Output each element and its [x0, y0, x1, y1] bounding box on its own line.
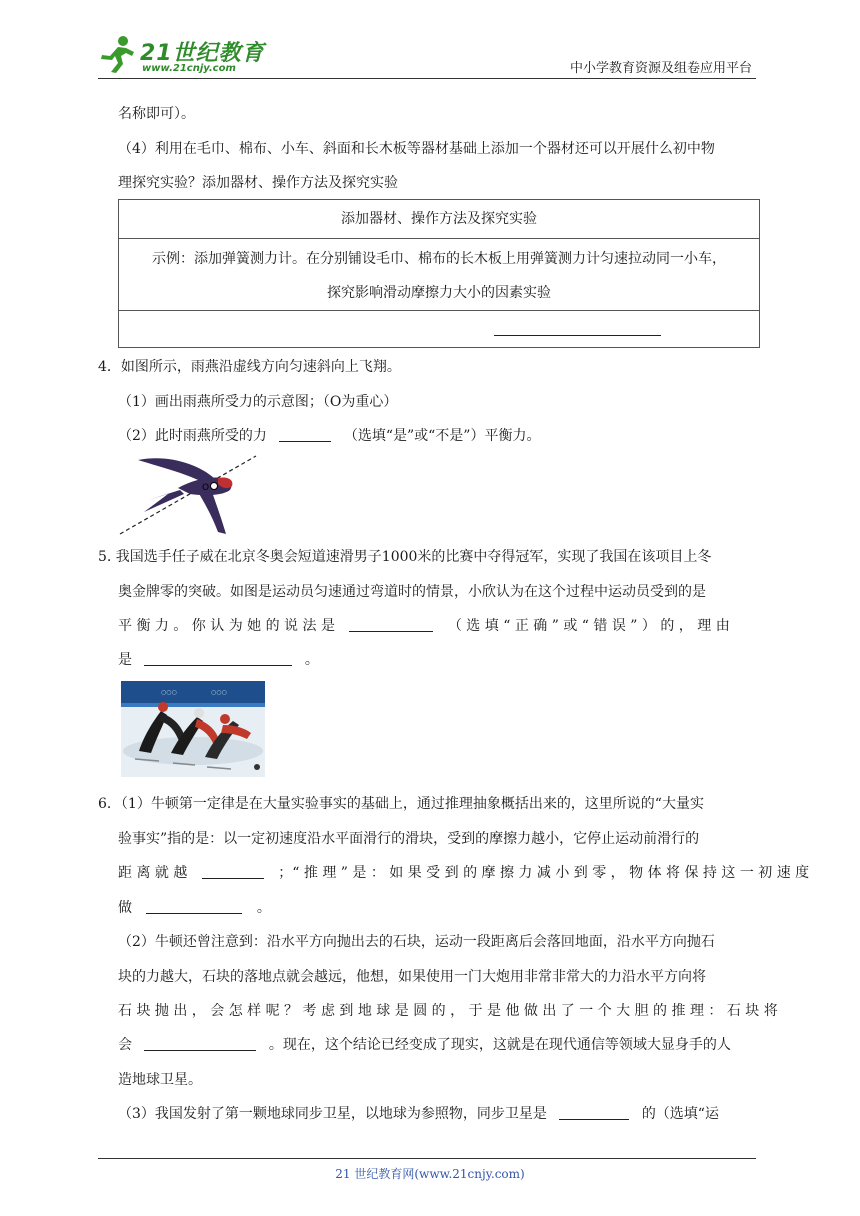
speed-skaters-photo [121, 681, 265, 777]
q6-line2: 验事实”指的是：以一定初速度沿水平面滑行的滑块，受到的摩擦力越小，它停止运动前滑行的 [118, 831, 700, 847]
q4-part2: （2）此时雨燕所受的力 （选填“是”或“不是”）平衡力。 [118, 428, 541, 444]
q4-blank[interactable] [279, 427, 331, 442]
q4-stem: 4．如图所示，雨燕沿虚线方向匀速斜向上飞翔。 [98, 359, 401, 375]
logo [96, 34, 266, 76]
q6-blank-1[interactable] [202, 864, 264, 879]
runner-logo-icon [96, 34, 136, 74]
q6-part2-line4: 会 。现在，这个结论已经变成了现实，这就是在现代通信等领域大显身手的人 [118, 1037, 731, 1053]
q6-line4: 做 。 [118, 900, 271, 916]
answer-blank[interactable] [494, 335, 661, 336]
q5-line3: 平 衡 力 。 你 认 为 她 的 说 法 是 （ 选 填 “ 正 确 ” 或 “ 错 误 ” ） 的 ， 理 由 [118, 618, 730, 634]
q6-part2-line5: 造地球卫星。 [118, 1072, 202, 1088]
logo-sub-text: www.21cnjy.com [142, 63, 236, 74]
q6-part2-line1: （2）牛顿还曾注意到：沿水平方向抛出去的石块，运动一段距离后会落回地面，沿水平方向抛石 [118, 934, 715, 950]
footer-divider [98, 1158, 756, 1159]
q5-line2: 奥金牌零的突破。如图是运动员匀速通过弯道时的情景，小欣认为在这个过程中运动员受到的是 [118, 584, 706, 600]
footer-text: 21 世纪教育网(www.21cnjy.com) [335, 1167, 525, 1181]
svg-text:○○○: ○○○ [211, 689, 227, 696]
table-header: 添加器材、操作方法及探究实验 [341, 211, 537, 227]
q6-line3: 距 离 就 越 ；“ 推 理 ” 是 ： 如 果 受 到 的 摩 擦 力 减 小 到 零 ， 物 体 将 保 持 这 一 初 速 度 [118, 865, 810, 881]
q6-blank-4[interactable] [559, 1105, 629, 1120]
q3-continuation: 名称即可）。 [118, 106, 195, 122]
header-divider [98, 78, 756, 79]
q6-part2-line2: 块的力越大，石块的落地点就会越远，他想，如果使用一门大炮用非常非常大的力沿水平方向将 [118, 969, 706, 985]
q6-blank-2[interactable] [146, 899, 242, 914]
q4-part1: （1）画出雨燕所受力的示意图；（O为重心） [118, 394, 398, 410]
q3-part4-line1: （4）利用在毛巾、棉布、小车、斜面和长木板等器材基础上添加一个器材还可以开展什么初中物 [118, 141, 715, 157]
q3-part4-line2: 理探究实验？添加器材、操作方法及探究实验 [118, 175, 398, 191]
q5-blank-2[interactable] [144, 651, 292, 666]
q6-part2-line3: 石 块 抛 出 ， 会 怎 样 呢 ？ 考 虑 到 地 球 是 圆 的 ， 于 是 他 做 出 了 一 个 大 胆 的 推 理 ： 石 块 将 [118, 1003, 778, 1019]
q6-line1: 6．（1）牛顿第一定律是在大量实验事实的基础上，通过推理抽象概括出来的，这里所说的“大量实 [98, 796, 704, 812]
svg-text:○○○: ○○○ [161, 689, 177, 696]
center-of-gravity-label: O [202, 483, 210, 493]
swallow-figure [118, 452, 260, 538]
experiment-table [118, 199, 760, 348]
table-row-answer [119, 310, 759, 349]
q5-line1: 5. 我国选手任子威在北京冬奥会短道速滑男子1000米的比赛中夺得冠军，实现了我国在该项目上冬 [98, 549, 712, 565]
q6-part3: （3）我国发射了第一颗地球同步卫星，以地球为参照物，同步卫星是 的（选填“运 [118, 1106, 719, 1122]
platform-title: 中小学教育资源及组卷应用平台 [570, 61, 753, 76]
logo-main-text: 21世纪教育 [140, 41, 265, 66]
center-of-gravity-marker [211, 483, 218, 490]
table-row-example [119, 238, 759, 311]
table-example-line2: 探究影响滑动摩擦力大小的因素实验 [327, 285, 551, 301]
table-example-line1: 示例：添加弹簧测力计。在分别铺设毛巾、棉布的长木板上用弹簧测力计匀速拉动同一小车， [152, 251, 726, 267]
q5-line4: 是 。 [118, 652, 319, 668]
q6-blank-3[interactable] [144, 1036, 256, 1051]
q5-blank-1[interactable] [349, 617, 433, 632]
